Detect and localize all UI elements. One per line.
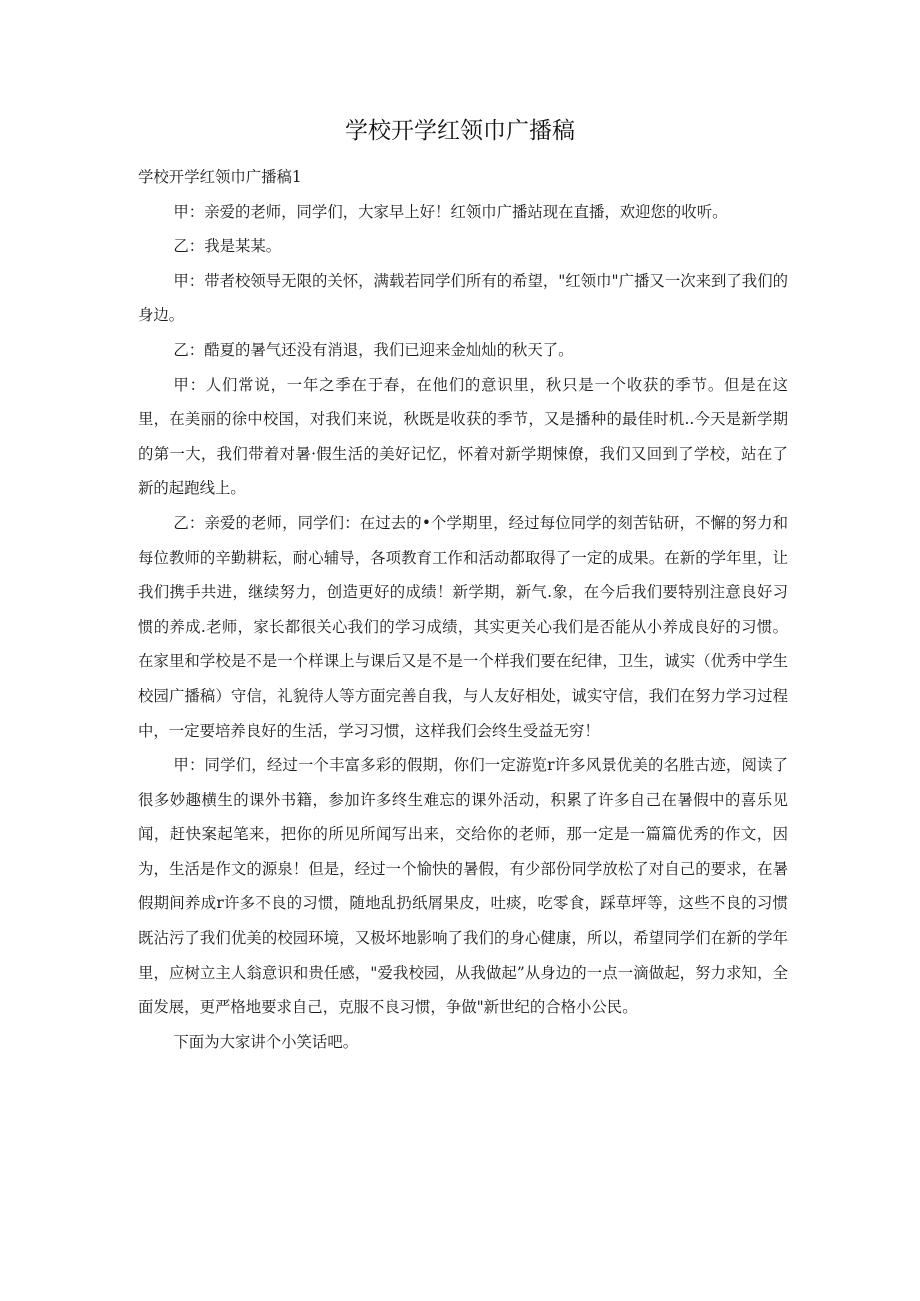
paragraph-joke-intro: 下面为大家讲个小笑话吧。 bbox=[173, 1032, 359, 1051]
paragraph-new-semester: 甲：人们常说，一年之季在于春，在他们的意识里，秋只是一个收获的季节。但是在这里，在美丽的徐中校国，对我们来说，秋既是收获的季节，又是播种的最佳时机..今天是新学期的第一大，我们带着对暑·假生活的美好记忆，怀着对新学期悚僚，我们又回到了学校，站在了新的起跑线上。 bbox=[138, 375, 788, 498]
paragraph-red-scarf-broadcast: 甲：带者校领导无限的关怀，满载若同学们所有的希望，"红领巾"广播又一次来到了我们的身边。 bbox=[138, 271, 788, 325]
paragraph-greeting: 甲：亲爱的老师，同学们，大家早上好！红领巾广播站现在直播，欢迎您的收听。 bbox=[173, 202, 728, 221]
document-body bbox=[138, 160, 788, 1059]
paragraph-good-habits: 乙：亲爱的老师，同学们：在过去的•个学期里，经过每位同学的刻苦钻研，不懈的努力和每位教师的辛勤耕耘，耐心辅导，各项教育工作和活动都取得了一定的成果。在新的学年里，让我们携手共进，继续努力，创造更好的成绩！新学期，新气.象，在今后我们要特别注意良好习惯的养成.老师，家长都很关心我们的学习成绩，其实更关心我们是否能从小养成良好的习惯。在家里和学校是不是一个样课上与课后又是不是一个样我们要在纪律，卫生，诚实（优秀中学生校园广播稿）守信，礼貌待人等方面完善自我，与人友好相处，诚实守信，我们在努力学习过程中，一定要培养良好的生活，学习习惯，这样我们会终生受益无穷！ bbox=[138, 513, 788, 740]
paragraph-introduction: 乙：我是某某。 bbox=[173, 237, 282, 256]
document-title: 学校开学红领巾广播稿 bbox=[345, 118, 575, 144]
section-subtitle: 学校开学红领巾广播稿1 bbox=[138, 168, 302, 186]
paragraph-autumn: 乙：酷夏的暑气还没有消退，我们已迎来金灿灿的秋天了。 bbox=[173, 340, 574, 359]
paragraph-summer-vacation: 甲：同学们，经过一个丰富多彩的假期，你们一定游览r许多风景优美的名胜古迹，阅读了很多妙趣横生的课外书籍，参加许多终生难忘的课外活动，积累了许多自己在暑假中的喜乐见闻，赶快案起笔来，把你的所见所闻写出来，交给你的老师，那一定是一篇篇优秀的作文，因为，生活是作文的源泉！但是，经过一个愉快的暑假，有少部份同学放松了对自己的要求，在暑假期间养成r许多不良的习惯，随地乱扔纸屑果皮，吐痰，吃零食，踩草坪等，这些不良的习惯既沾污了我们优美的校园环境，又极坏地影响了我们的身心健康，所以，希望同学们在新的学年里，应树立主人翁意识和贵任感，"爱我校园，从我做起”从身边的一点一滴做起，努力求知，全面发展，更严格地要求自己，克服不良习惯，争做"新世纪的合格小公民。 bbox=[138, 756, 788, 1017]
